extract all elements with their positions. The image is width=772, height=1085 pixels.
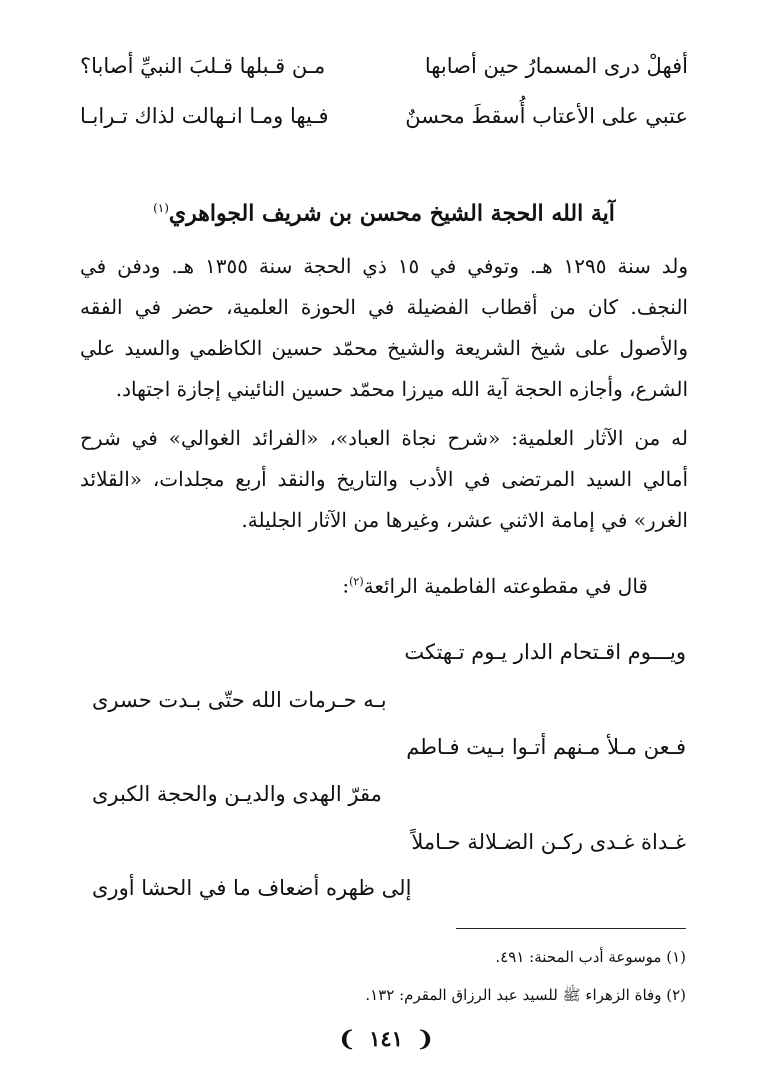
poem-intro-text: قال في مقطوعته الفاطمية الرائعة	[363, 573, 648, 598]
page-number-value: ١٤١	[369, 1026, 403, 1051]
poem-line: إلى ظهره أضعاف ما في الحشا أورى	[92, 876, 412, 900]
page-number	[0, 1024, 772, 1054]
poem-line: مقرّ الهدى والديـن والحجة الكبرى	[92, 782, 382, 806]
heading-title: آية الله الحجة الشيخ محسن بن شريف الجواهري	[168, 200, 615, 227]
left-ornament-icon: ❨	[338, 1026, 356, 1051]
biography-paragraph: ولد سنة ١٢٩٥ هـ. وتوفي في ١٥ ذي الحجة سنة ١٣٥٥ هـ. ودفن في النجف. كان من أقطاب الفضيلة في الحوزة العلمية، حضر في الفقه والأصول على شيخ الشريعة والشيخ محمّد حسين الكاظمي والسيد علي الشرع، وأجازه الحجة آية الله ميرزا محمّد حسين النائيني إجازة اجتهاد.	[80, 254, 689, 401]
couplet-second-hemistich: مـن قـبلها قـلبَ النبيِّ أصابا؟	[80, 54, 326, 78]
footnote-ref-2[interactable]: (٢)	[349, 575, 364, 588]
poem-line: بـه حـرمات الله حتّى بـدت حسرى	[92, 688, 387, 712]
footnote-ref-1[interactable]: (١)	[153, 201, 169, 215]
poem-intro-colon: :	[342, 573, 350, 598]
intro-couplet-2	[80, 96, 688, 136]
couplet-first-hemistich: عتبي على الأعتاب أُسقطَ محسنٌ	[405, 104, 688, 128]
poem-line: ويـــوم اقـتحام الدار يـوم تـهتكت	[404, 640, 686, 664]
couplet-first-hemistich: أفهلْ درى المسمارُ حين أصابها	[424, 54, 688, 78]
section-heading	[80, 188, 688, 233]
footnote-divider	[456, 928, 686, 929]
footnote-2: (٢) وفاة الزهراء ﷺ للسيد عبد الرزاق المقرم: ١٣٢.	[365, 986, 686, 1004]
footnote-1: (١) موسوعة أدب المحنة: ٤٩١.	[495, 948, 686, 966]
couplet-second-hemistich: فـيها ومـا انـهالت لذاك تـرابـا	[80, 104, 329, 128]
poem-line: فـعن مـلأ مـنهم أتـوا بـيت فـاطم	[406, 735, 686, 759]
poem-line: غـداة غـدى ركـن الضـلالة حـاملاً	[411, 830, 686, 854]
intro-couplet-1	[80, 46, 688, 86]
works-paragraph: له من الآثار العلمية: «شرح نجاة العباد»، «الفرائد الغوالي» في شرح أمالي السيد المرتضى في الأدب والتاريخ والنقد أربع مجلدات، «القلائد الغرر» في إمامة الاثني عشر، وغيرها من الآثار الجليلة.	[80, 426, 688, 532]
poem-intro	[80, 561, 688, 607]
right-ornament-icon: ❩	[416, 1026, 434, 1051]
